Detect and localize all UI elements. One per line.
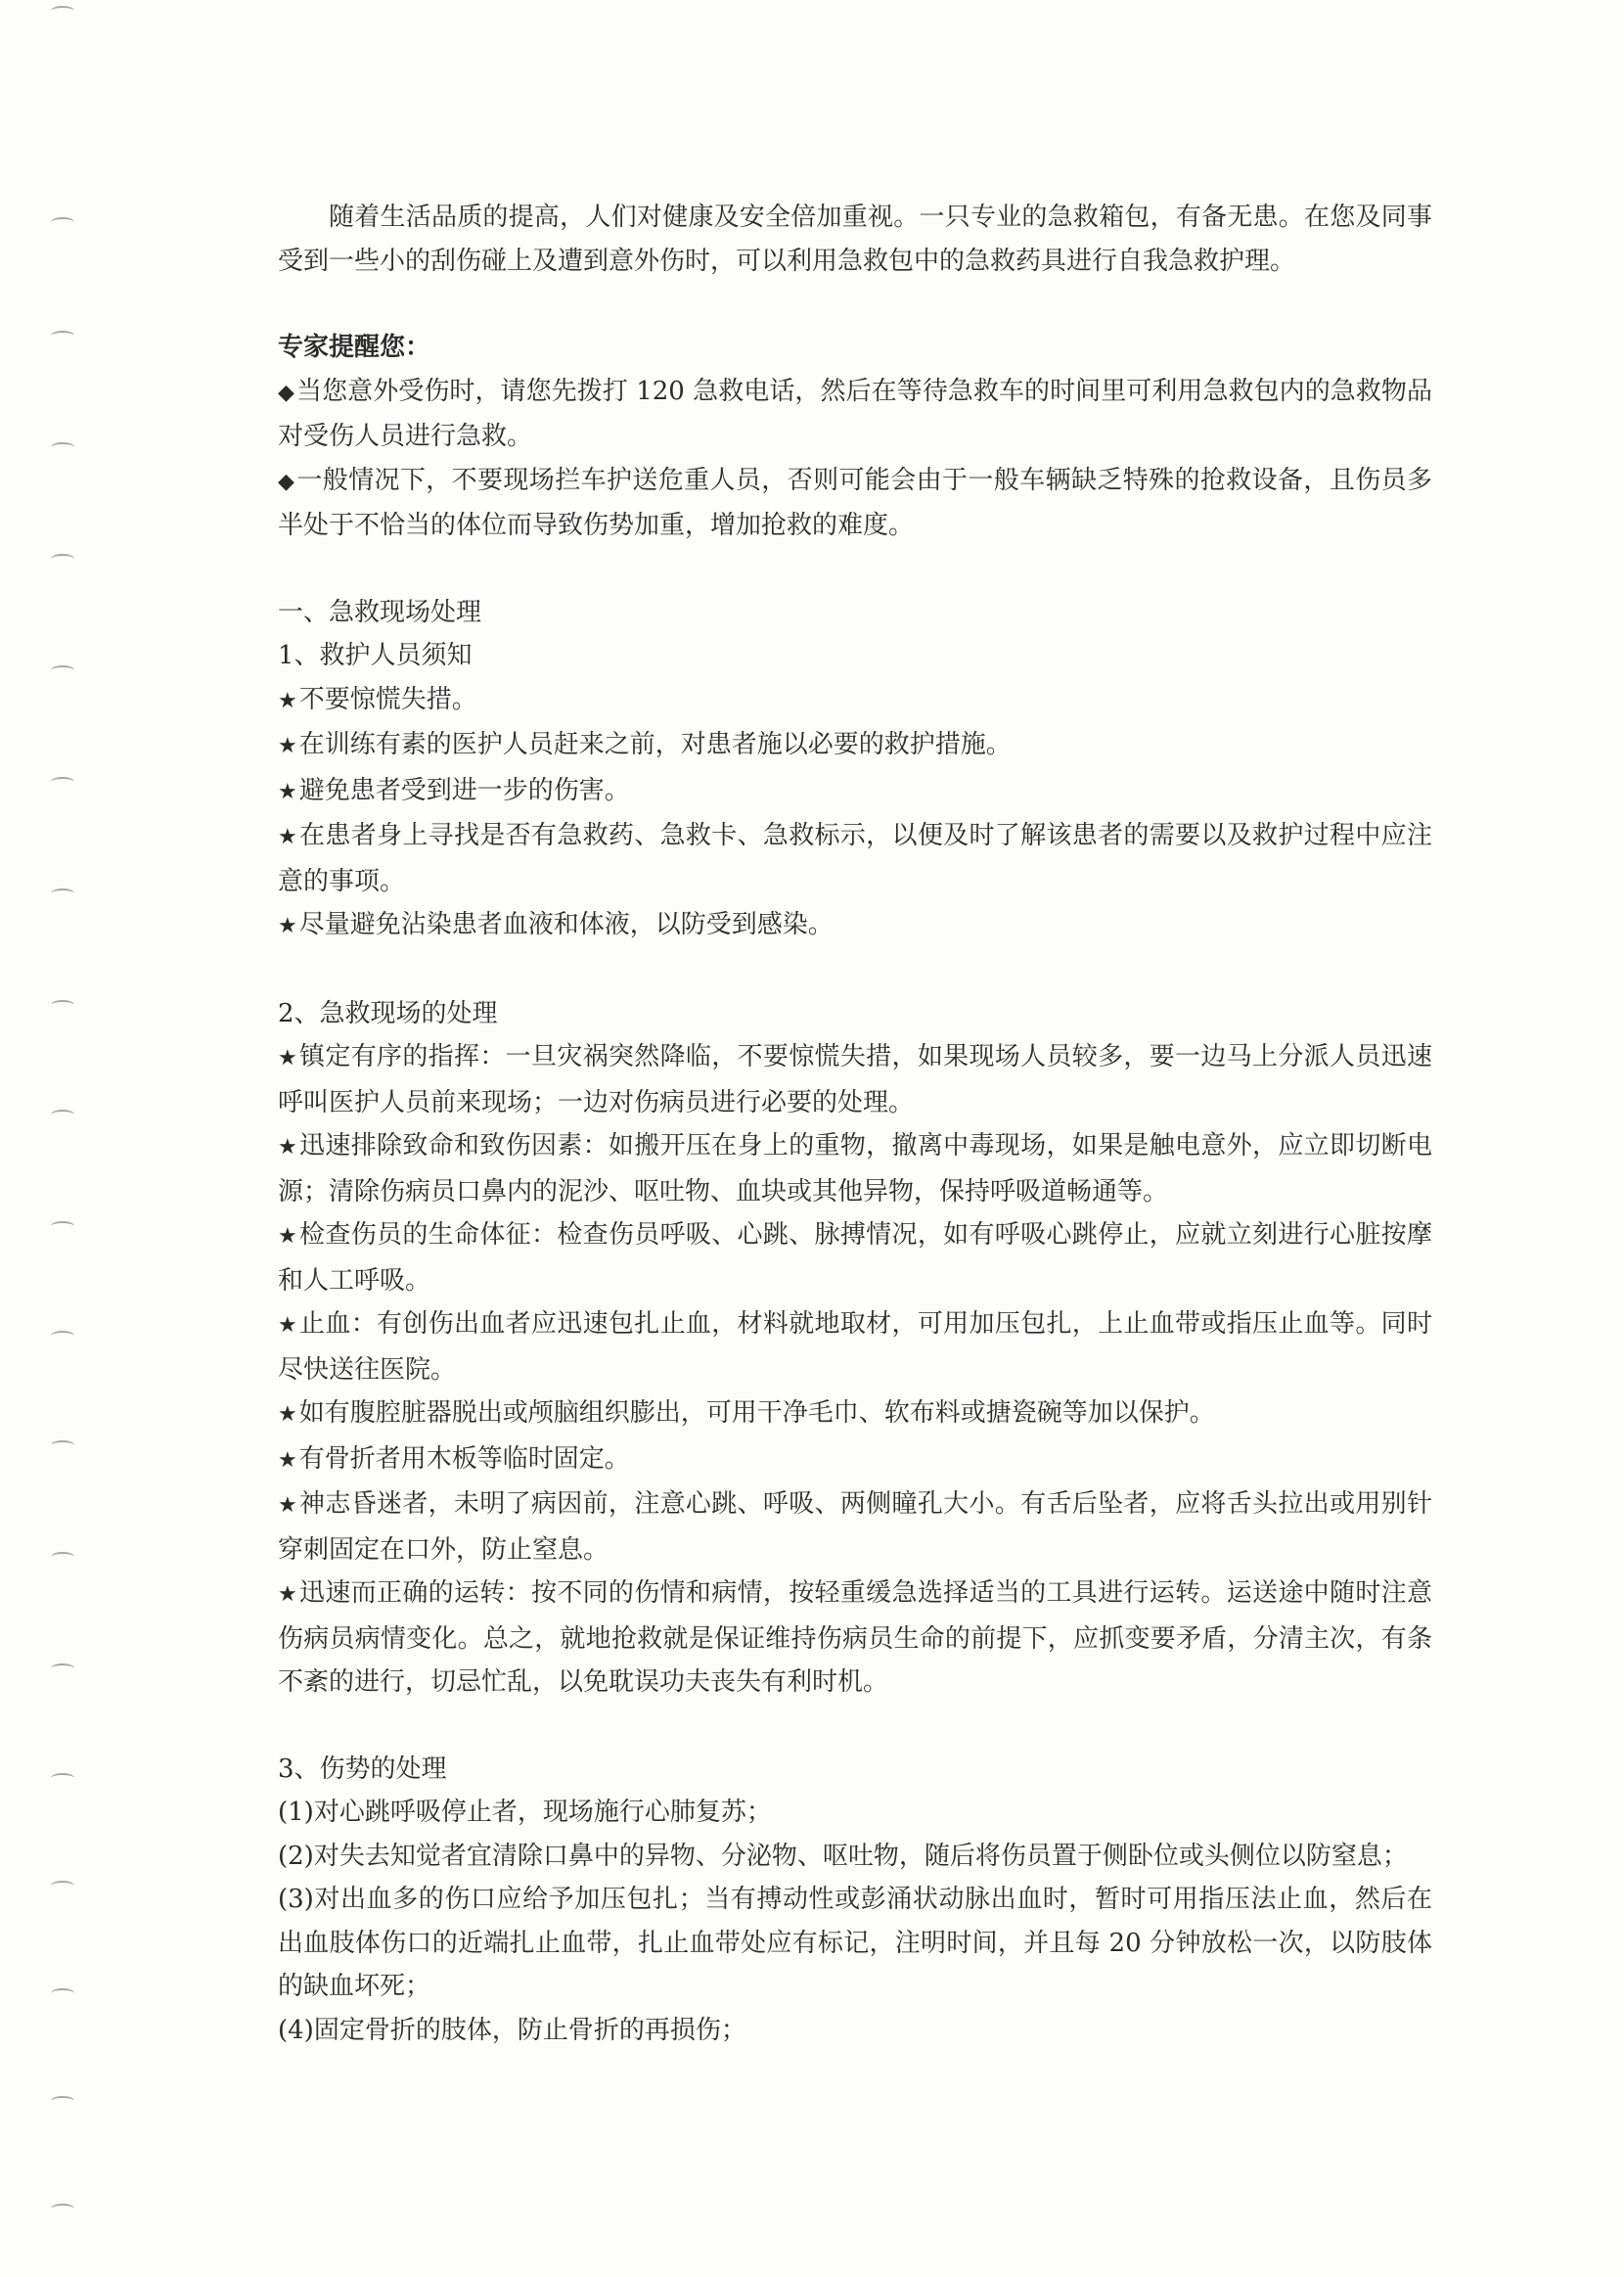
spacer (278, 548, 1432, 591)
star-bullet-icon: ★ (278, 734, 297, 758)
binder-mark (51, 442, 74, 452)
star-bullet-icon: ★ (278, 1493, 298, 1518)
binder-mark (51, 331, 74, 341)
list-item-text: 在患者身上寻找是否有急救药、急救卡、急救标示，以便及时了解该患者的需要以及救护过程中应注意的事项。 (278, 821, 1432, 896)
numbered-item: (2)对失去知觉者宜清除口鼻中的异物、分泌物、呕吐物，随后将伤员置于侧卧位或头侧位以防窒息； (278, 1841, 1408, 1871)
expert-title: 专家提醒您： (278, 333, 431, 362)
binder-mark (51, 2204, 74, 2213)
list-item-text: 避免患者受到进一步的伤害。 (298, 775, 630, 805)
subsection-title: 2、急救现场的处理 (278, 998, 498, 1028)
list-item (278, 1571, 1432, 1705)
list-item-text: 尽量避免沾染患者血液和体液，以防受到感染。 (298, 910, 834, 939)
list-item (278, 1035, 1432, 1124)
list-item (278, 723, 1432, 769)
list-item-text: 在训练有素的医护人员赶来之前，对患者施以必要的救护措施。 (298, 730, 1012, 759)
subsection-title: 1、救护人员须知 (278, 641, 473, 670)
list-item-text: 镇定有序的指挥：一旦灾祸突然降临，不要惊慌失措，如果现场人员较多，要一边马上分派人员迅速呼叫医护人员前来现场；一边对伤病员进行必要的处理。 (278, 1042, 1432, 1117)
star-bullet-icon: ★ (278, 1224, 298, 1249)
diamond-bullet-icon: ◆ (278, 380, 294, 405)
list-item (278, 769, 1432, 815)
diamond-bullet-icon: ◆ (278, 469, 295, 494)
star-bullet-icon: ★ (278, 1313, 298, 1338)
list-item (278, 1482, 1432, 1571)
intro-paragraph: 随着生活品质的提高，人们对健康及安全倍加重视。一只专业的急救箱包，有备无患。在您及同事受到一些小的刮伤碰上及遭到意外伤时，可以利用急救包中的急救药具进行自我急救护理。 (278, 203, 1432, 276)
star-bullet-icon: ★ (278, 825, 298, 849)
list-item (278, 1302, 1432, 1391)
binder-mark (51, 1331, 74, 1341)
star-bullet-icon: ★ (278, 1582, 298, 1607)
star-bullet-icon: ★ (278, 914, 297, 938)
binder-mark (51, 2096, 74, 2106)
star-bullet-icon: ★ (278, 1402, 297, 1427)
list-item (278, 1391, 1432, 1437)
expert-item (278, 370, 1432, 459)
document-body (278, 196, 1432, 2052)
star-bullet-icon: ★ (278, 1046, 298, 1070)
section-title: 一、急救现场处理 (278, 597, 482, 627)
list-item (278, 814, 1432, 903)
expert-item (278, 459, 1432, 548)
list-item-text: 止血：有创伤出血者应迅速包扎止血，材料就地取材，可用加压包扎，上止血带或指压止血等。同时尽快送往医院。 (278, 1309, 1432, 1385)
expert-item-text: 当您意外受伤时，请您先拨打 120 急救电话，然后在等待急救车的时间里可利用急救包内的急救物品对受伤人员进行急救。 (278, 376, 1432, 451)
list-item-text: 神志昏迷者，未明了病因前，注意心跳、呼吸、两侧瞳孔大小。有舌后坠者，应将舌头拉出或用别针穿刺固定在口外，防止窒息。 (278, 1489, 1432, 1565)
binder-mark (51, 1663, 74, 1673)
binder-hole-marks (43, 0, 82, 2277)
binder-mark (51, 665, 74, 675)
list-item (278, 1213, 1432, 1302)
binder-mark (51, 554, 74, 564)
binder-mark (51, 1773, 74, 1783)
star-bullet-icon: ★ (278, 779, 297, 804)
list-item-text: 迅速排除致命和致伤因素：如搬开压在身上的重物，撤离中毒现场，如果是触电意外，应立即切断电源；清除伤病员口鼻内的泥沙、呕吐物、血块或其他异物，保持呼吸道畅通等。 (278, 1131, 1432, 1207)
binder-mark (51, 1221, 74, 1231)
spacer (278, 1705, 1432, 1748)
binder-mark (51, 1881, 74, 1890)
binder-mark (51, 1000, 74, 1010)
binder-mark (51, 1110, 74, 1119)
star-bullet-icon: ★ (278, 1135, 298, 1160)
list-item-text: 有骨折者用木板等临时固定。 (298, 1443, 630, 1474)
spacer (278, 283, 1432, 326)
binder-mark (51, 6, 74, 16)
subsection-title: 3、伤势的处理 (278, 1753, 447, 1784)
numbered-item: (4)固定骨折的肢体，防止骨折的再损伤； (278, 2015, 746, 2045)
binder-mark (51, 217, 74, 227)
binder-mark (51, 1988, 74, 1998)
list-item-text: 检查伤员的生命体征：检查伤员呼吸、心跳、脉搏情况，如有呼吸心跳停止，应就立刻进行心脏按摩和人工呼吸。 (278, 1220, 1432, 1296)
list-item-text: 如有腹腔脏器脱出或颅脑组织膨出，可用干净毛巾、软布料或搪瓷碗等加以保护。 (298, 1398, 1215, 1428)
star-bullet-icon: ★ (278, 1447, 297, 1473)
numbered-item: (3)对出血多的伤口应给予加压包扎；当有搏动性或彭涌状动脉出血时，暂时可用指压法止血，然后在出血肢体伤口的近端扎止血带，扎止血带处应有标记，注明时间，并且每 20 分钟放松一次，以防肢体的缺血坏死； (278, 1885, 1432, 2001)
expert-item-text: 一般情况下，不要现场拦车护送危重人员，否则可能会由于一般车辆缺乏特殊的抢救设备，且伤员多半处于不恰当的体位而导致伤势加重，增加抢救的难度。 (278, 465, 1432, 540)
list-item (278, 1124, 1432, 1213)
list-item (278, 903, 1432, 949)
spacer (278, 949, 1432, 992)
binder-mark (51, 1552, 74, 1562)
numbered-item: (1)对心跳呼吸停止者，现场施行心肺复苏； (278, 1798, 772, 1827)
list-item-text: 迅速而正确的运转：按不同的伤情和病情，按轻重缓急选择适当的工具进行运转。运送途中随时注意伤病员病情变化。总之，就地抢救就是保证维持伤病员生命的前提下，应抓变要矛盾，分清主次，有条不紊的进行，切忌忙乱，以免耽误功夫丧失有利时机。 (278, 1578, 1432, 1697)
binder-mark (51, 1440, 74, 1450)
star-bullet-icon: ★ (278, 688, 297, 713)
binder-mark (51, 888, 74, 898)
list-item (278, 678, 1432, 724)
binder-mark (51, 777, 74, 787)
list-item-text: 不要惊慌失措。 (298, 684, 477, 714)
list-item (278, 1437, 1432, 1483)
